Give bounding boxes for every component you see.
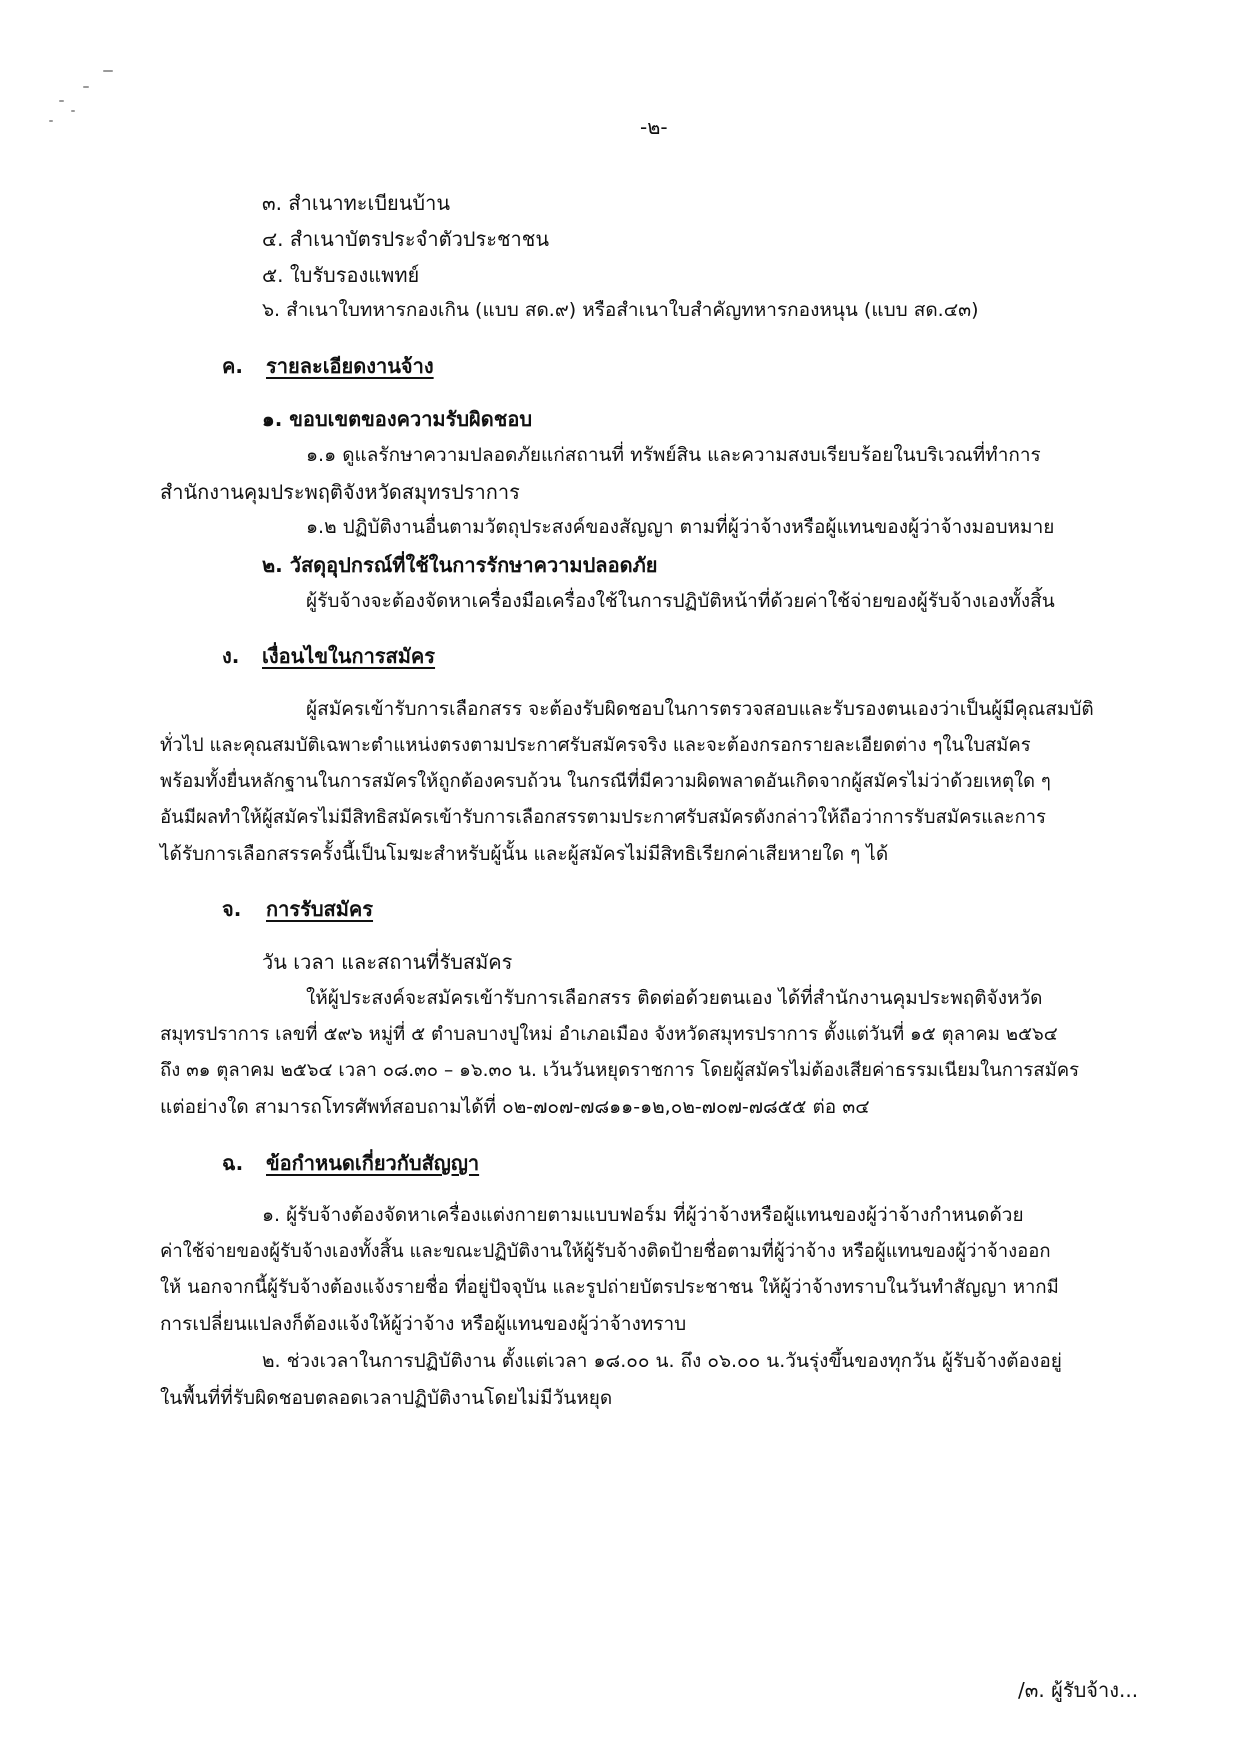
item-1-2: ๑.๒ ปฏิบัติงานอื่นตามวัตถุประสงค์ของสัญญา ตามที่ผู้ว่าจ้างหรือผู้แทนของผู้ว่าจ้างมอบหมาย xyxy=(306,516,1055,538)
section-f-item1-line: ค่าใช้จ่ายของผู้รับจ้างเองทั้งสิ้น และขณะปฏิบัติงานให้ผู้รับจ้างติดป้ายชื่อตามที่ผู้ว่าจ้าง หรือผู้แทนของผู้ว่าจ้างออก xyxy=(160,1241,1051,1262)
section-f-title: ข้อกำหนดเกี่ยวกับสัญญา xyxy=(266,1151,480,1175)
item-1-1-line2: สำนักงานคุมประพฤติจังหวัดสมุทรปราการ xyxy=(160,480,520,504)
doc-item-5: ๕. ใบรับรองแพทย์ xyxy=(262,263,420,287)
doc-item-6: ๖. สำเนาใบทหารกองเกิน (แบบ สด.๙) หรือสำเนาใบสำคัญทหารกองหนุน (แบบ สด.๔๓) xyxy=(262,299,979,321)
section-e-label: จ. xyxy=(222,897,242,921)
section-d-line: พร้อมทั้งยื่นหลักฐานในการสมัครให้ถูกต้องครบถ้วน ในกรณีที่มีความผิดพลาดอันเกิดจากผู้สมัครไม่ว่าด้วยเหตุใด ๆ xyxy=(160,771,1051,792)
doc-item-3: ๓. สำเนาทะเบียนบ้าน xyxy=(262,191,451,215)
section-d-line: อันมีผลทำให้ผู้สมัครไม่มีสิทธิสมัครเข้ารับการเลือกสรรตามประกาศรับสมัครดังกล่าวให้ถือว่าการรับสมัครและการ xyxy=(160,807,1046,828)
section-d-line: ผู้สมัครเข้ารับการเลือกสรร จะต้องรับผิดชอบในการตรวจสอบและรับรองตนเองว่าเป็นผู้มีคุณสมบัติ xyxy=(306,698,1094,720)
section-c-sub1-title: ๑. ขอบเขตของความรับผิดชอบ xyxy=(262,407,533,431)
section-f-label: ฉ. xyxy=(222,1151,244,1175)
section-e-line: สมุทรปราการ เลขที่ ๕๙๖ หมู่ที่ ๕ ตำบลบางปูใหม่ อำเภอเมือง จังหวัดสมุทรปราการ ตั้งแต่วันที่ ๑๕ ตุลาคม ๒๕๖๔ xyxy=(160,1024,1058,1045)
section-f-item1-line: ให้ นอกจากนี้ผู้รับจ้างต้องแจ้งรายชื่อ ที่อยู่ปัจจุบัน และรูปถ่ายบัตรประชาชน ให้ผู้ว่าจ้างทราบในวันทำสัญญา หากมี xyxy=(160,1277,1059,1298)
section-e-title: การรับสมัคร xyxy=(266,897,374,921)
scan-specks xyxy=(45,70,135,140)
section-d-line: ทั่วไป และคุณสมบัติเฉพาะตำแหน่งตรงตามประกาศรับสมัครจริง และจะต้องกรอกรายละเอียดต่าง ๆในใบสมัคร xyxy=(160,735,1031,756)
section-f-item1-line: การเปลี่ยนแปลงก็ต้องแจ้งให้ผู้ว่าจ้าง หรือผู้แทนของผู้ว่าจ้างทราบ xyxy=(160,1313,687,1335)
section-c-label: ค. xyxy=(222,354,243,378)
section-f-item1-line: ๑. ผู้รับจ้างต้องจัดหาเครื่องแต่งกายตามแบบฟอร์ม ที่ผู้ว่าจ้างหรือผู้แทนของผู้ว่าจ้างกำหนดด้วย xyxy=(262,1204,1024,1226)
section-c-sub2-text: ผู้รับจ้างจะต้องจัดหาเครื่องมือเครื่องใช้ในการปฏิบัติหน้าที่ด้วยค่าใช้จ่ายของผู้รับจ้างเองทั้งสิ้น xyxy=(306,590,1055,612)
doc-item-4: ๔. สำเนาบัตรประจำตัวประชาชน xyxy=(262,227,550,251)
section-d-line: ได้รับการเลือกสรรครั้งนี้เป็นโมฆะสำหรับผู้นั้น และผู้สมัครไม่มีสิทธิเรียกค่าเสียหายใด ๆ ได้ xyxy=(160,843,889,865)
section-f-item2-line: ๒. ช่วงเวลาในการปฏิบัติงาน ตั้งแต่เวลา ๑๘.๐๐ น. ถึง ๐๖.๐๐ น.วันรุ่งขึ้นของทุกวัน ผู้รับจ้างต้องอยู่ xyxy=(262,1350,1062,1372)
section-e-subtitle: วัน เวลา และสถานที่รับสมัคร xyxy=(262,950,513,974)
item-1-1-line1: ๑.๑ ดูแลรักษาความปลอดภัยแก่สถานที่ ทรัพย์สิน และความสงบเรียบร้อยในบริเวณที่ทำการ xyxy=(306,444,1041,466)
section-e-line: ให้ผู้ประสงค์จะสมัครเข้ารับการเลือกสรร ติดต่อด้วยตนเอง ได้ที่สำนักงานคุมประพฤติจังหวัด xyxy=(306,987,1043,1009)
section-f-item2-line: ในพื้นที่ที่รับผิดชอบตลอดเวลาปฏิบัติงานโดยไม่มีวันหยุด xyxy=(160,1387,613,1409)
section-e-line: ถึง ๓๑ ตุลาคม ๒๕๖๔ เวลา ๐๘.๓๐ – ๑๖.๓๐ น. เว้นวันหยุดราชการ โดยผู้สมัครไม่ต้องเสียค่าธรรมเนียมในการสมัคร xyxy=(160,1060,1080,1081)
section-c-title: รายละเอียดงานจ้าง xyxy=(266,354,434,378)
section-e-line: แต่อย่างใด สามารถโทรศัพท์สอบถามได้ที่ ๐๒-๗๐๗-๗๘๑๑-๑๒,๐๒-๗๐๗-๗๘๕๕ ต่อ ๓๔ xyxy=(160,1096,870,1118)
page-number: -๒- xyxy=(640,115,668,139)
continuation-note: /๓. ผู้รับจ้าง... xyxy=(1018,1678,1139,1702)
section-d-label: ง. xyxy=(222,644,240,668)
section-c-sub2-title: ๒. วัสดุอุปกรณ์ที่ใช้ในการรักษาความปลอดภัย xyxy=(262,553,658,577)
section-d-title: เงื่อนไขในการสมัคร xyxy=(262,644,436,668)
